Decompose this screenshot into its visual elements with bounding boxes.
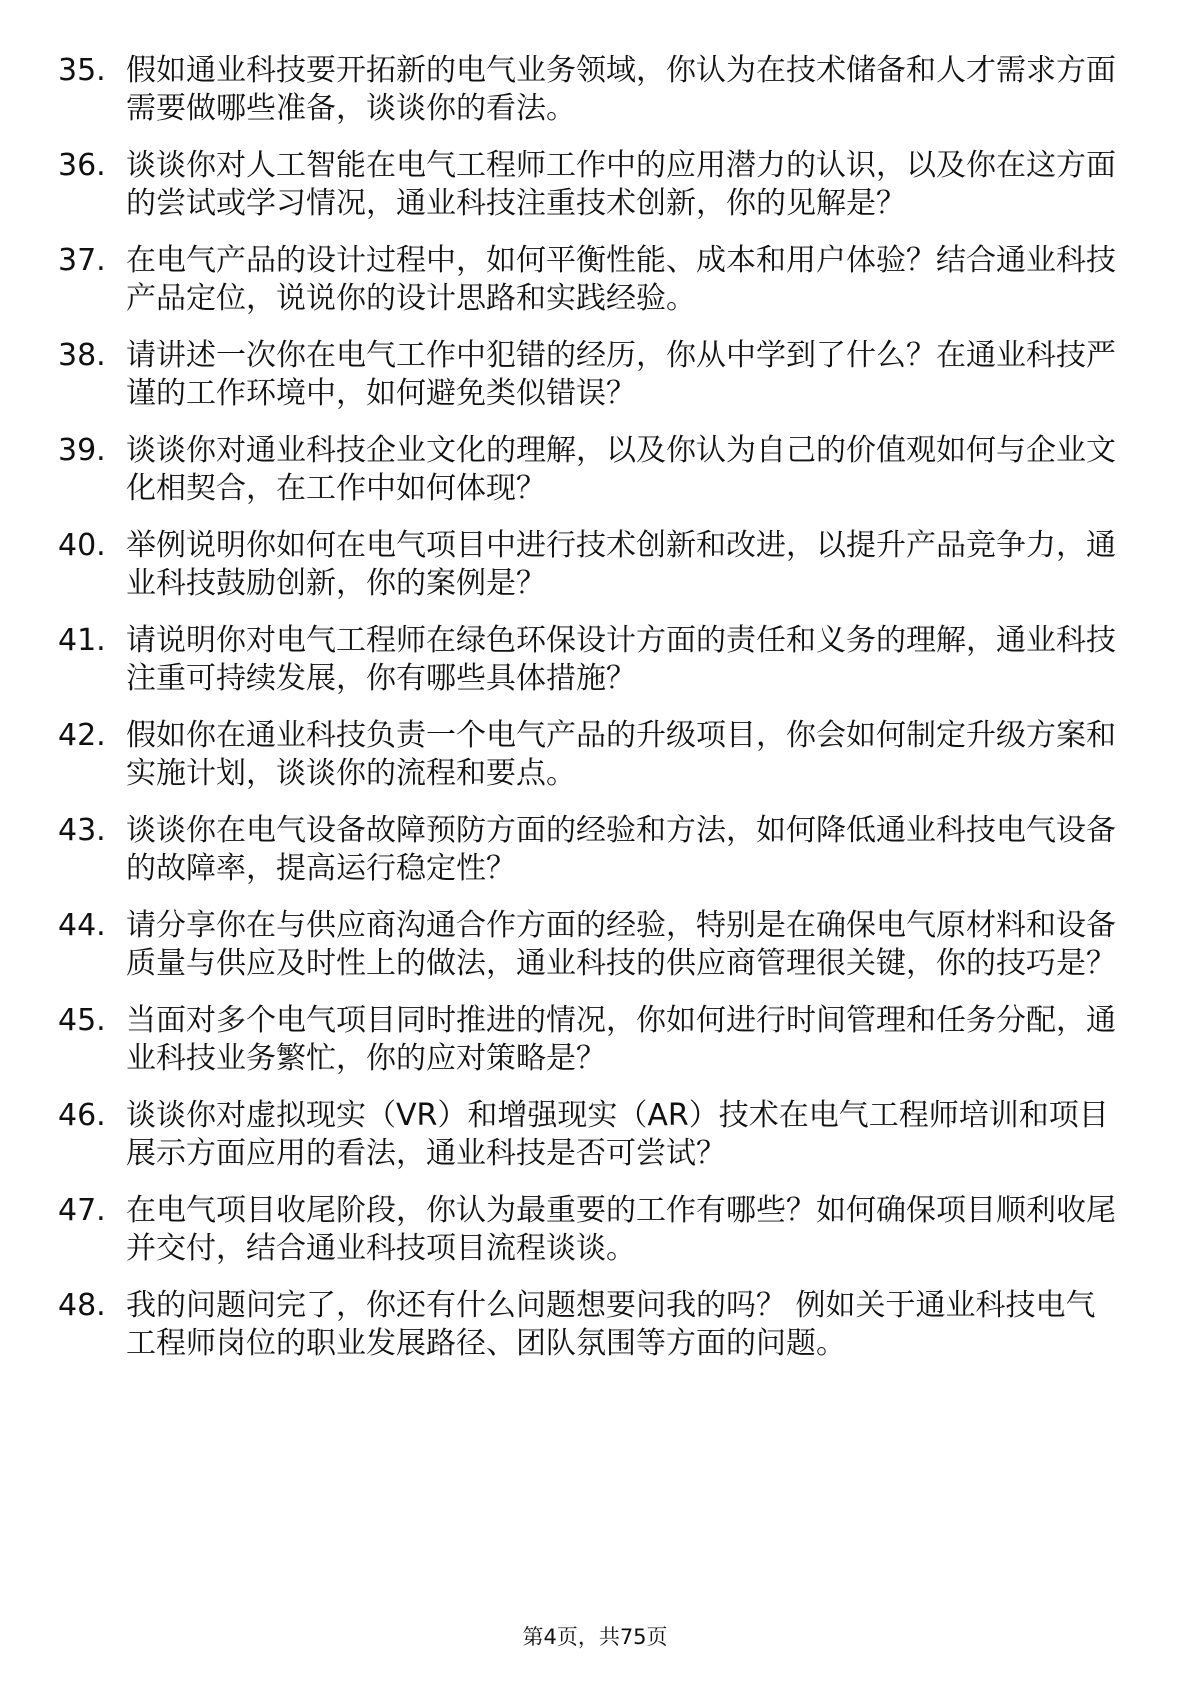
question-list bbox=[58, 52, 1120, 1382]
question-number: 38. bbox=[58, 338, 106, 373]
question-text: 当面对多个电气项目同时推进的情况，你如何进行时间管理和任务分配，通业科技业务繁忙，你的应对策略是？ bbox=[126, 1003, 1116, 1076]
question-number: 48. bbox=[58, 1288, 106, 1323]
question-number: 39. bbox=[58, 433, 106, 468]
question-number: 43. bbox=[58, 813, 106, 848]
question-item bbox=[58, 1287, 1120, 1363]
question-number: 46. bbox=[58, 1098, 106, 1133]
question-item bbox=[58, 52, 1120, 128]
question-item bbox=[58, 622, 1120, 698]
question-item bbox=[58, 242, 1120, 318]
question-item bbox=[58, 527, 1120, 603]
question-text: 假如你在通业科技负责一个电气产品的升级项目，你会如何制定升级方案和实施计划，谈谈你的流程和要点。 bbox=[126, 718, 1116, 791]
question-text: 在电气产品的设计过程中，如何平衡性能、成本和用户体验？结合通业科技产品定位，说说你的设计思路和实践经验。 bbox=[126, 243, 1116, 316]
question-item bbox=[58, 812, 1120, 888]
question-number: 40. bbox=[58, 528, 106, 563]
question-text: 请分享你在与供应商沟通合作方面的经验，特别是在确保电气原材料和设备质量与供应及时性上的做法，通业科技的供应商管理很关键，你的技巧是？ bbox=[126, 908, 1116, 981]
question-item bbox=[58, 432, 1120, 508]
question-number: 42. bbox=[58, 718, 106, 753]
question-number: 37. bbox=[58, 243, 106, 278]
question-number: 36. bbox=[58, 148, 106, 183]
question-text: 在电气项目收尾阶段，你认为最重要的工作有哪些？如何确保项目顺利收尾并交付，结合通业科技项目流程谈谈。 bbox=[126, 1193, 1116, 1266]
question-number: 41. bbox=[58, 623, 106, 658]
question-item bbox=[58, 1002, 1120, 1078]
question-item bbox=[58, 1097, 1120, 1173]
question-text: 谈谈你对通业科技企业文化的理解，以及你认为自己的价值观如何与企业文化相契合，在工作中如何体现？ bbox=[126, 433, 1116, 506]
question-number: 44. bbox=[58, 908, 106, 943]
question-text: 谈谈你对虚拟现实（VR）和增强现实（AR）技术在电气工程师培训和项目展示方面应用的看法，通业科技是否可尝试？ bbox=[126, 1098, 1109, 1171]
question-item bbox=[58, 1192, 1120, 1268]
page-footer: 第4页，共75页 bbox=[522, 1625, 668, 1649]
question-number: 47. bbox=[58, 1193, 106, 1228]
question-item bbox=[58, 717, 1120, 793]
question-item bbox=[58, 907, 1120, 983]
question-number: 45. bbox=[58, 1003, 106, 1038]
question-text: 谈谈你对人工智能在电气工程师工作中的应用潜力的认识，以及你在这方面的尝试或学习情况，通业科技注重技术创新，你的见解是？ bbox=[126, 148, 1116, 221]
question-text: 请说明你对电气工程师在绿色环保设计方面的责任和义务的理解，通业科技注重可持续发展，你有哪些具体措施？ bbox=[126, 623, 1116, 696]
question-text: 举例说明你如何在电气项目中进行技术创新和改进，以提升产品竞争力，通业科技鼓励创新，你的案例是？ bbox=[126, 528, 1116, 601]
question-item bbox=[58, 337, 1120, 413]
question-text: 请讲述一次你在电气工作中犯错的经历，你从中学到了什么？在通业科技严谨的工作环境中，如何避免类似错误？ bbox=[126, 338, 1116, 411]
question-text: 假如通业科技要开拓新的电气业务领域，你认为在技术储备和人才需求方面需要做哪些准备，谈谈你的看法。 bbox=[126, 53, 1116, 126]
question-item bbox=[58, 147, 1120, 223]
question-text: 谈谈你在电气设备故障预防方面的经验和方法，如何降低通业科技电气设备的故障率，提高运行稳定性？ bbox=[126, 813, 1116, 886]
question-text: 我的问题问完了，你还有什么问题想要问我的吗？ 例如关于通业科技电气工程师岗位的职业发展路径、团队氛围等方面的问题。 bbox=[126, 1288, 1096, 1361]
question-number: 35. bbox=[58, 53, 106, 88]
